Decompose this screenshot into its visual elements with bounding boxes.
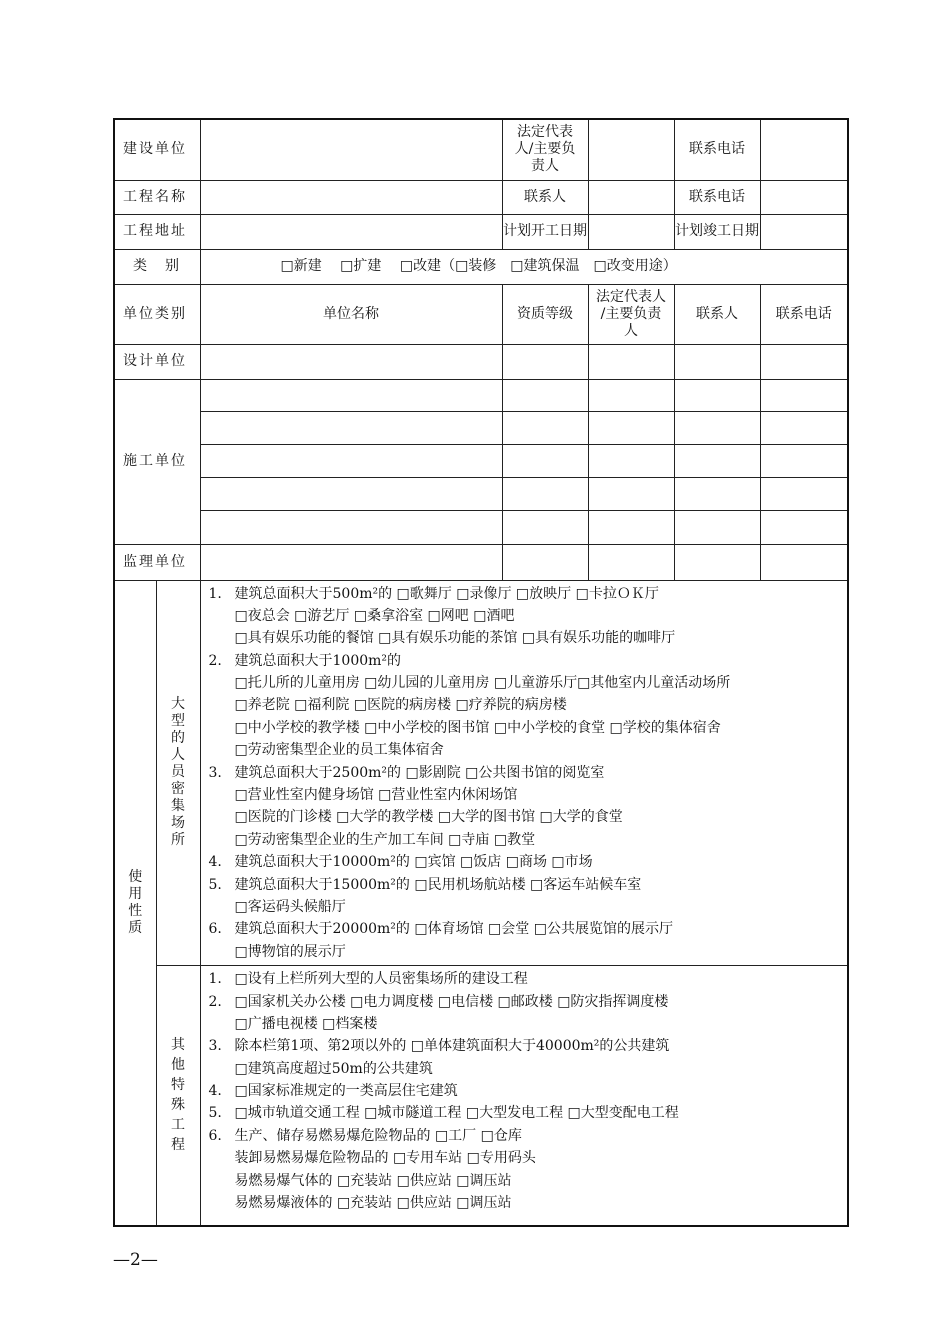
phone-2-input[interactable] [760, 180, 848, 214]
item-number: 2. [208, 652, 222, 669]
checklist-line[interactable] [209, 739, 842, 761]
label-planned-start: 计划开工日期 [502, 214, 588, 249]
checklist-line[interactable] [209, 1147, 842, 1169]
item-text: □城市轨道交通工程 □城市隧道工程 □大型发电工程 □大型变配电工程 [234, 1105, 679, 1122]
item-text: 建筑总面积大于500m²的 □歌舞厅 □录像厅 □放映厅 □卡拉ＯＫ厅 [234, 585, 659, 602]
item-text: □医院的门诊楼 □大学的教学楼 □大学的图书馆 □大学的食堂 [234, 809, 623, 826]
item-text: 装卸易燃易爆危险物品的 □专用车站 □专用码头 [234, 1150, 536, 1167]
builder-contact-input[interactable] [674, 510, 760, 544]
item-text: 建筑总面积大于1000m²的 [234, 652, 402, 669]
checklist-line[interactable] [209, 806, 842, 828]
builder-rep-input[interactable] [588, 444, 674, 477]
item-number: 4. [208, 1083, 222, 1100]
design-qual-input[interactable] [502, 344, 588, 379]
checklist-line[interactable] [209, 1013, 842, 1035]
construction-unit-input[interactable] [200, 119, 502, 180]
builder-name-input[interactable] [200, 510, 502, 544]
checklist-line[interactable] [209, 1102, 842, 1124]
item-text: □国家机关办公楼 □电力调度楼 □电信楼 □邮政楼 □防灾指挥调度楼 [234, 993, 669, 1010]
item-text: □中小学校的教学楼 □中小学校的图书馆 □中小学校的食堂 □学校的集体宿舍 [234, 719, 721, 736]
supervision-contact-input[interactable] [674, 544, 760, 580]
checklist-line[interactable] [209, 896, 842, 918]
project-name-input[interactable] [200, 180, 502, 214]
builder-qual-input[interactable] [502, 444, 588, 477]
item-text: 易燃易爆气体的 □充装站 □供应站 □调压站 [234, 1172, 512, 1189]
builder-contact-input[interactable] [674, 411, 760, 444]
checklist-line[interactable] [209, 1125, 842, 1147]
item-text: □营业性室内健身场馆 □营业性室内休闲场馆 [234, 787, 518, 804]
builder-contact-input[interactable] [674, 379, 760, 411]
label-phone-1: 联系电话 [674, 119, 760, 180]
supervision-name-input[interactable] [200, 544, 502, 580]
header-qualification: 资质等级 [502, 284, 588, 344]
design-contact-input[interactable] [674, 344, 760, 379]
item-number: 2. [208, 993, 222, 1010]
supervision-phone-input[interactable] [760, 544, 848, 580]
builder-phone-input[interactable] [760, 444, 848, 477]
item-number: 5. [208, 1105, 222, 1122]
checklist-line[interactable] [209, 991, 842, 1013]
item-text: 生产、储存易燃易爆危险物品的 □工厂 □仓库 [234, 1127, 522, 1144]
builder-rep-input[interactable] [588, 379, 674, 411]
header-contact: 联系人 [674, 284, 760, 344]
label-crowded-places: 大 型 的 人 员 密 集 场 所 [156, 580, 200, 966]
item-text: 易燃易爆液体的 □充装站 □供应站 □调压站 [234, 1195, 512, 1212]
builder-contact-input[interactable] [674, 444, 760, 477]
page-number: —2— [113, 1250, 158, 1270]
checklist-line[interactable] [209, 672, 842, 694]
checklist-line[interactable] [209, 1192, 842, 1214]
label-supervision-unit: 监理单位 [114, 544, 200, 580]
item-text: □建筑高度超过50m的公共建筑 [234, 1060, 433, 1077]
item-text: □博物馆的展示厅 [234, 943, 346, 960]
item-text: □劳动密集型企业的员工集体宿舍 [234, 742, 444, 759]
design-rep-input[interactable] [588, 344, 674, 379]
item-text: □广播电视楼 □档案楼 [234, 1015, 378, 1032]
builder-rep-input[interactable] [588, 510, 674, 544]
checklist-line[interactable] [209, 829, 842, 851]
crowded-places-list [200, 580, 848, 966]
special-projects-list [200, 966, 848, 1226]
builder-rep-input[interactable] [588, 477, 674, 510]
builder-phone-input[interactable] [760, 510, 848, 544]
label-contact: 联系人 [502, 180, 588, 214]
checklist-line[interactable] [209, 694, 842, 716]
checklist-line[interactable] [209, 1058, 842, 1080]
header-unit-name: 单位名称 [200, 284, 502, 344]
item-number: 1. [208, 585, 222, 602]
checklist-line[interactable] [209, 762, 842, 784]
label-special-projects: 其 他 特 殊 工 程 [156, 966, 200, 1226]
label-project-address: 工程地址 [114, 214, 200, 249]
checklist-line[interactable] [209, 605, 842, 627]
label-phone-2: 联系电话 [674, 180, 760, 214]
supervision-rep-input[interactable] [588, 544, 674, 580]
checklist-line[interactable] [209, 627, 842, 649]
design-name-input[interactable] [200, 344, 502, 379]
header-unit-type: 单位类别 [114, 284, 200, 344]
builder-contact-input[interactable] [674, 477, 760, 510]
item-number: 3. [208, 764, 222, 781]
builder-qual-input[interactable] [502, 477, 588, 510]
builder-name-input[interactable] [200, 411, 502, 444]
checklist-line[interactable] [209, 1080, 842, 1102]
checklist-line[interactable] [209, 968, 842, 990]
builder-phone-input[interactable] [760, 379, 848, 411]
design-phone-input[interactable] [760, 344, 848, 379]
builder-qual-input[interactable] [502, 510, 588, 544]
label-construction-unit: 建设单位 [114, 119, 200, 180]
item-text: 建筑总面积大于15000m²的 □民用机场航站楼 □客运车站候车室 [234, 876, 642, 893]
item-text: □国家标准规定的一类高层住宅建筑 [234, 1083, 458, 1100]
item-text: □设有上栏所列大型的人员密集场所的建设工程 [234, 971, 528, 988]
builder-phone-input[interactable] [760, 477, 848, 510]
builder-name-input[interactable] [200, 477, 502, 510]
checklist-line[interactable] [209, 874, 842, 896]
item-number: 6. [208, 1127, 222, 1144]
checklist-line[interactable] [209, 717, 842, 739]
label-design-unit: 设计单位 [114, 344, 200, 379]
builder-qual-input[interactable] [502, 411, 588, 444]
header-legal-rep: 法定代表人 /主要负责 人 [588, 284, 674, 344]
header-phone: 联系电话 [760, 284, 848, 344]
item-number: 6. [208, 921, 222, 938]
checklist-line[interactable] [209, 583, 842, 605]
checklist-line[interactable] [209, 650, 842, 672]
checklist-line[interactable] [209, 851, 842, 873]
label-builder-unit: 施工单位 [114, 379, 200, 544]
builder-qual-input[interactable] [502, 379, 588, 411]
item-text: 建筑总面积大于2500m²的 □影剧院 □公共图书馆的阅览室 [234, 764, 605, 781]
category-options[interactable]: □新建 □扩建 □改建（□装修 □建筑保温 □改变用途） [200, 249, 848, 284]
checklist-line[interactable] [209, 784, 842, 806]
label-planned-end: 计划竣工日期 [674, 214, 760, 249]
item-number: 4. [208, 854, 222, 871]
item-text: □养老院 □福利院 □医院的病房楼 □疗养院的病房楼 [234, 697, 567, 714]
item-text: □客运码头候船厅 [234, 898, 346, 915]
label-category: 类 别 [114, 249, 200, 284]
item-text: □具有娱乐功能的餐馆 □具有娱乐功能的茶馆 □具有娱乐功能的咖啡厅 [234, 630, 676, 647]
supervision-qual-input[interactable] [502, 544, 588, 580]
legal-rep-input[interactable] [588, 119, 674, 180]
item-number: 1. [208, 971, 222, 988]
registration-form-table [113, 118, 849, 1227]
planned-end-input[interactable] [760, 214, 848, 249]
phone-1-input[interactable] [760, 119, 848, 180]
builder-phone-input[interactable] [760, 411, 848, 444]
checklist-line[interactable] [209, 941, 842, 963]
planned-start-input[interactable] [588, 214, 674, 249]
item-text: 除本栏第1项、第2项以外的 □单体建筑面积大于40000m²的公共建筑 [234, 1038, 670, 1055]
contact-input[interactable] [588, 180, 674, 214]
label-project-name: 工程名称 [114, 180, 200, 214]
checklist-line[interactable] [209, 1035, 842, 1057]
label-legal-rep: 法定代表 人/主要负 责人 [502, 119, 588, 180]
item-text: □劳动密集型企业的生产加工车间 □寺庙 □教堂 [234, 831, 536, 848]
item-text: 建筑总面积大于20000m²的 □体育场馆 □会堂 □公共展览馆的展示厅 [234, 921, 673, 938]
checklist-line[interactable] [209, 918, 842, 940]
builder-rep-input[interactable] [588, 411, 674, 444]
item-text: □托儿所的儿童用房 □幼儿园的儿童用房 □儿童游乐厅□其他室内儿童活动场所 [234, 675, 731, 692]
label-usage-nature: 使 用 性 质 [114, 580, 156, 1226]
checklist-line[interactable] [209, 1170, 842, 1192]
item-number: 5. [208, 876, 222, 893]
builder-name-input[interactable] [200, 379, 502, 411]
item-number: 3. [208, 1038, 222, 1055]
project-address-input[interactable] [200, 214, 502, 249]
builder-name-input[interactable] [200, 444, 502, 477]
item-text: □夜总会 □游艺厅 □桑拿浴室 □网吧 □酒吧 [234, 607, 515, 624]
item-text: 建筑总面积大于10000m²的 □宾馆 □饭店 □商场 □市场 [234, 854, 593, 871]
